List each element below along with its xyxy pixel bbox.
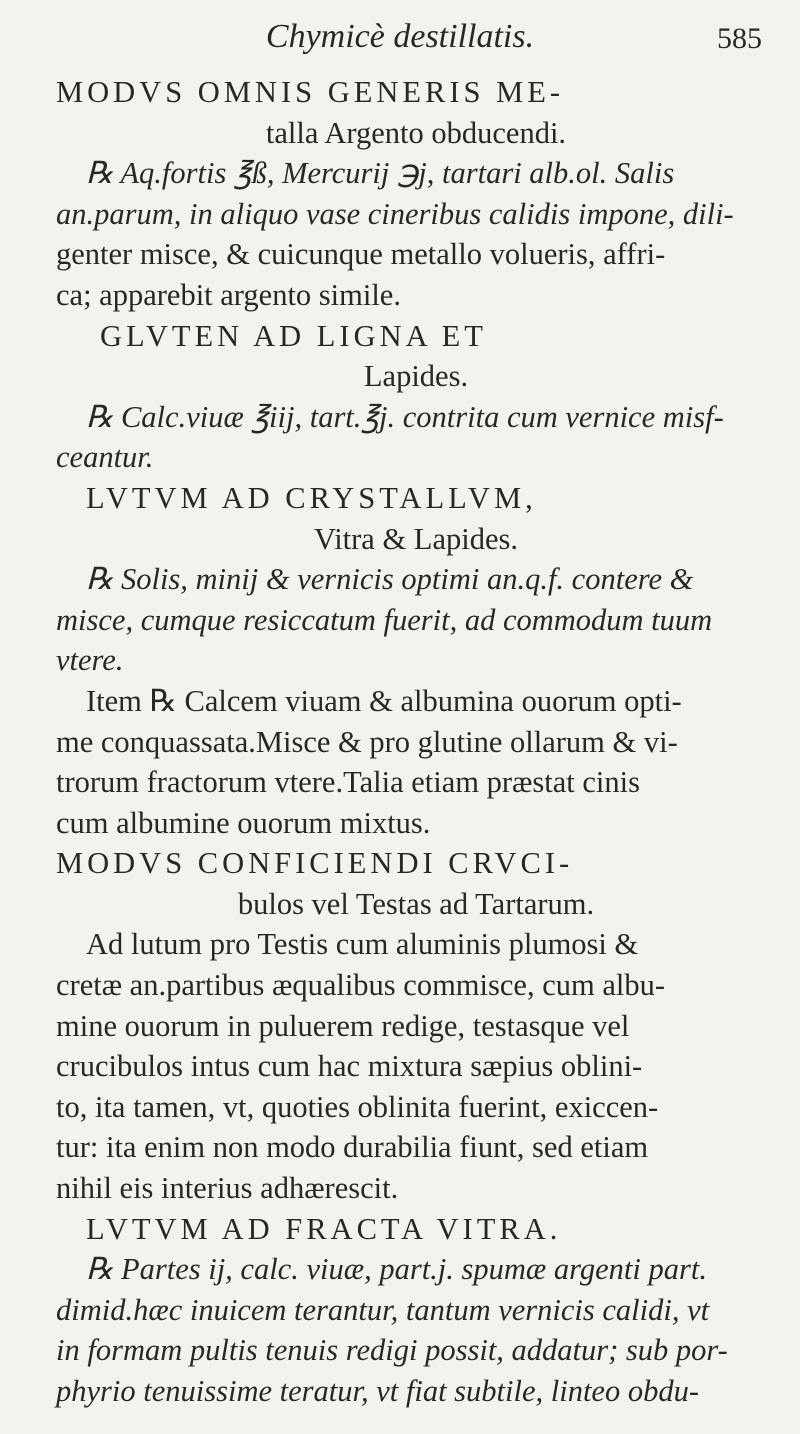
recipe-line: phyrio tenuissime teratur, vt fiat subtile, linteo obdu- <box>56 1374 699 1408</box>
text-line: ca; apparebit argento simile. <box>56 277 401 312</box>
recipe-line: ceantur. <box>56 440 154 475</box>
section-heading: MODVS CONFICIENDI CRVCI- <box>56 846 574 881</box>
page-number: 585 <box>717 22 762 55</box>
section-subheading: bulos vel Testas ad Tartarum. <box>237 886 595 921</box>
text-line: nihil eis interius adhærescit. <box>56 1171 399 1206</box>
section-heading: LVTVM AD CRYSTALLVM, <box>86 480 537 515</box>
recipe-line: misce, cumque resiccatum fuerit, ad commodum tuum <box>56 602 713 637</box>
section-subheading: Lapides. <box>363 359 469 394</box>
recipe-line: in formam pultis tenuis redigi possit, addatur; sub por- <box>56 1333 728 1368</box>
section-subheading: talla Argento obducendi. <box>265 115 567 150</box>
text-line: crucibulos intus cum hac mixtura sæpius oblini- <box>56 1049 643 1084</box>
text-line: Ad lutum pro Testis cum aluminis plumosi & <box>86 927 639 962</box>
recipe-line: vtere. <box>56 643 124 678</box>
text-line: cum albumine ouorum mixtus. <box>56 805 431 840</box>
recipe-line: genter misce, & cuicunque metallo volueris, affri- <box>56 237 666 272</box>
recipe-line: ℞ Aq.fortis ℥ß, Mercurij ℈j, tartari alb.ol. Salis <box>86 156 675 191</box>
text-line: me conquassata.Misce & pro glutine ollarum & vi- <box>56 724 678 759</box>
text-line: trorum fractorum vtere.Talia etiam præstat cinis <box>56 765 640 800</box>
text-line: mine ouorum in puluerem redige, testasque vel <box>56 1008 630 1043</box>
text-line: cretæ an.partibus æqualibus commisce, cum albu- <box>56 968 666 1003</box>
text-line: to, ita tamen, vt, quoties oblinita fuerint, exiccen- <box>56 1089 659 1124</box>
section-heading: LVTVM AD FRACTA VITRA. <box>86 1211 562 1246</box>
recipe-line: an.parum, in aliquo vase cineribus calidis impone, dili- <box>56 196 734 231</box>
recipe-line: ℞ Calc.viuæ ℥iij, tart.℥j. contrita cum vernice misf- <box>86 399 724 434</box>
section-heading: MODVS OMNIS GENERIS ME- <box>56 75 565 109</box>
text-line: tur: ita enim non modo durabilia fiunt, sed etiam <box>56 1130 649 1165</box>
recipe-line: ℞ Partes ij, calc. viuæ, part.j. spumæ argenti part. <box>86 1252 707 1287</box>
running-title: Chymicè destillatis. <box>265 18 535 55</box>
recipe-line: dimid.hæc inuicem terantur, tantum vernicis calidi, vt <box>56 1292 710 1327</box>
section-heading: GLVTEN AD LIGNA ET <box>100 318 487 353</box>
recipe-line: ℞ Solis, minij & vernicis optimi an.q.f. contere & <box>86 562 694 597</box>
text-line: Item ℞ Calcem viuam & albumina ouorum opti- <box>86 683 682 718</box>
section-subheading: Vitra & Lapides. <box>314 521 518 556</box>
page-body <box>56 72 776 1412</box>
